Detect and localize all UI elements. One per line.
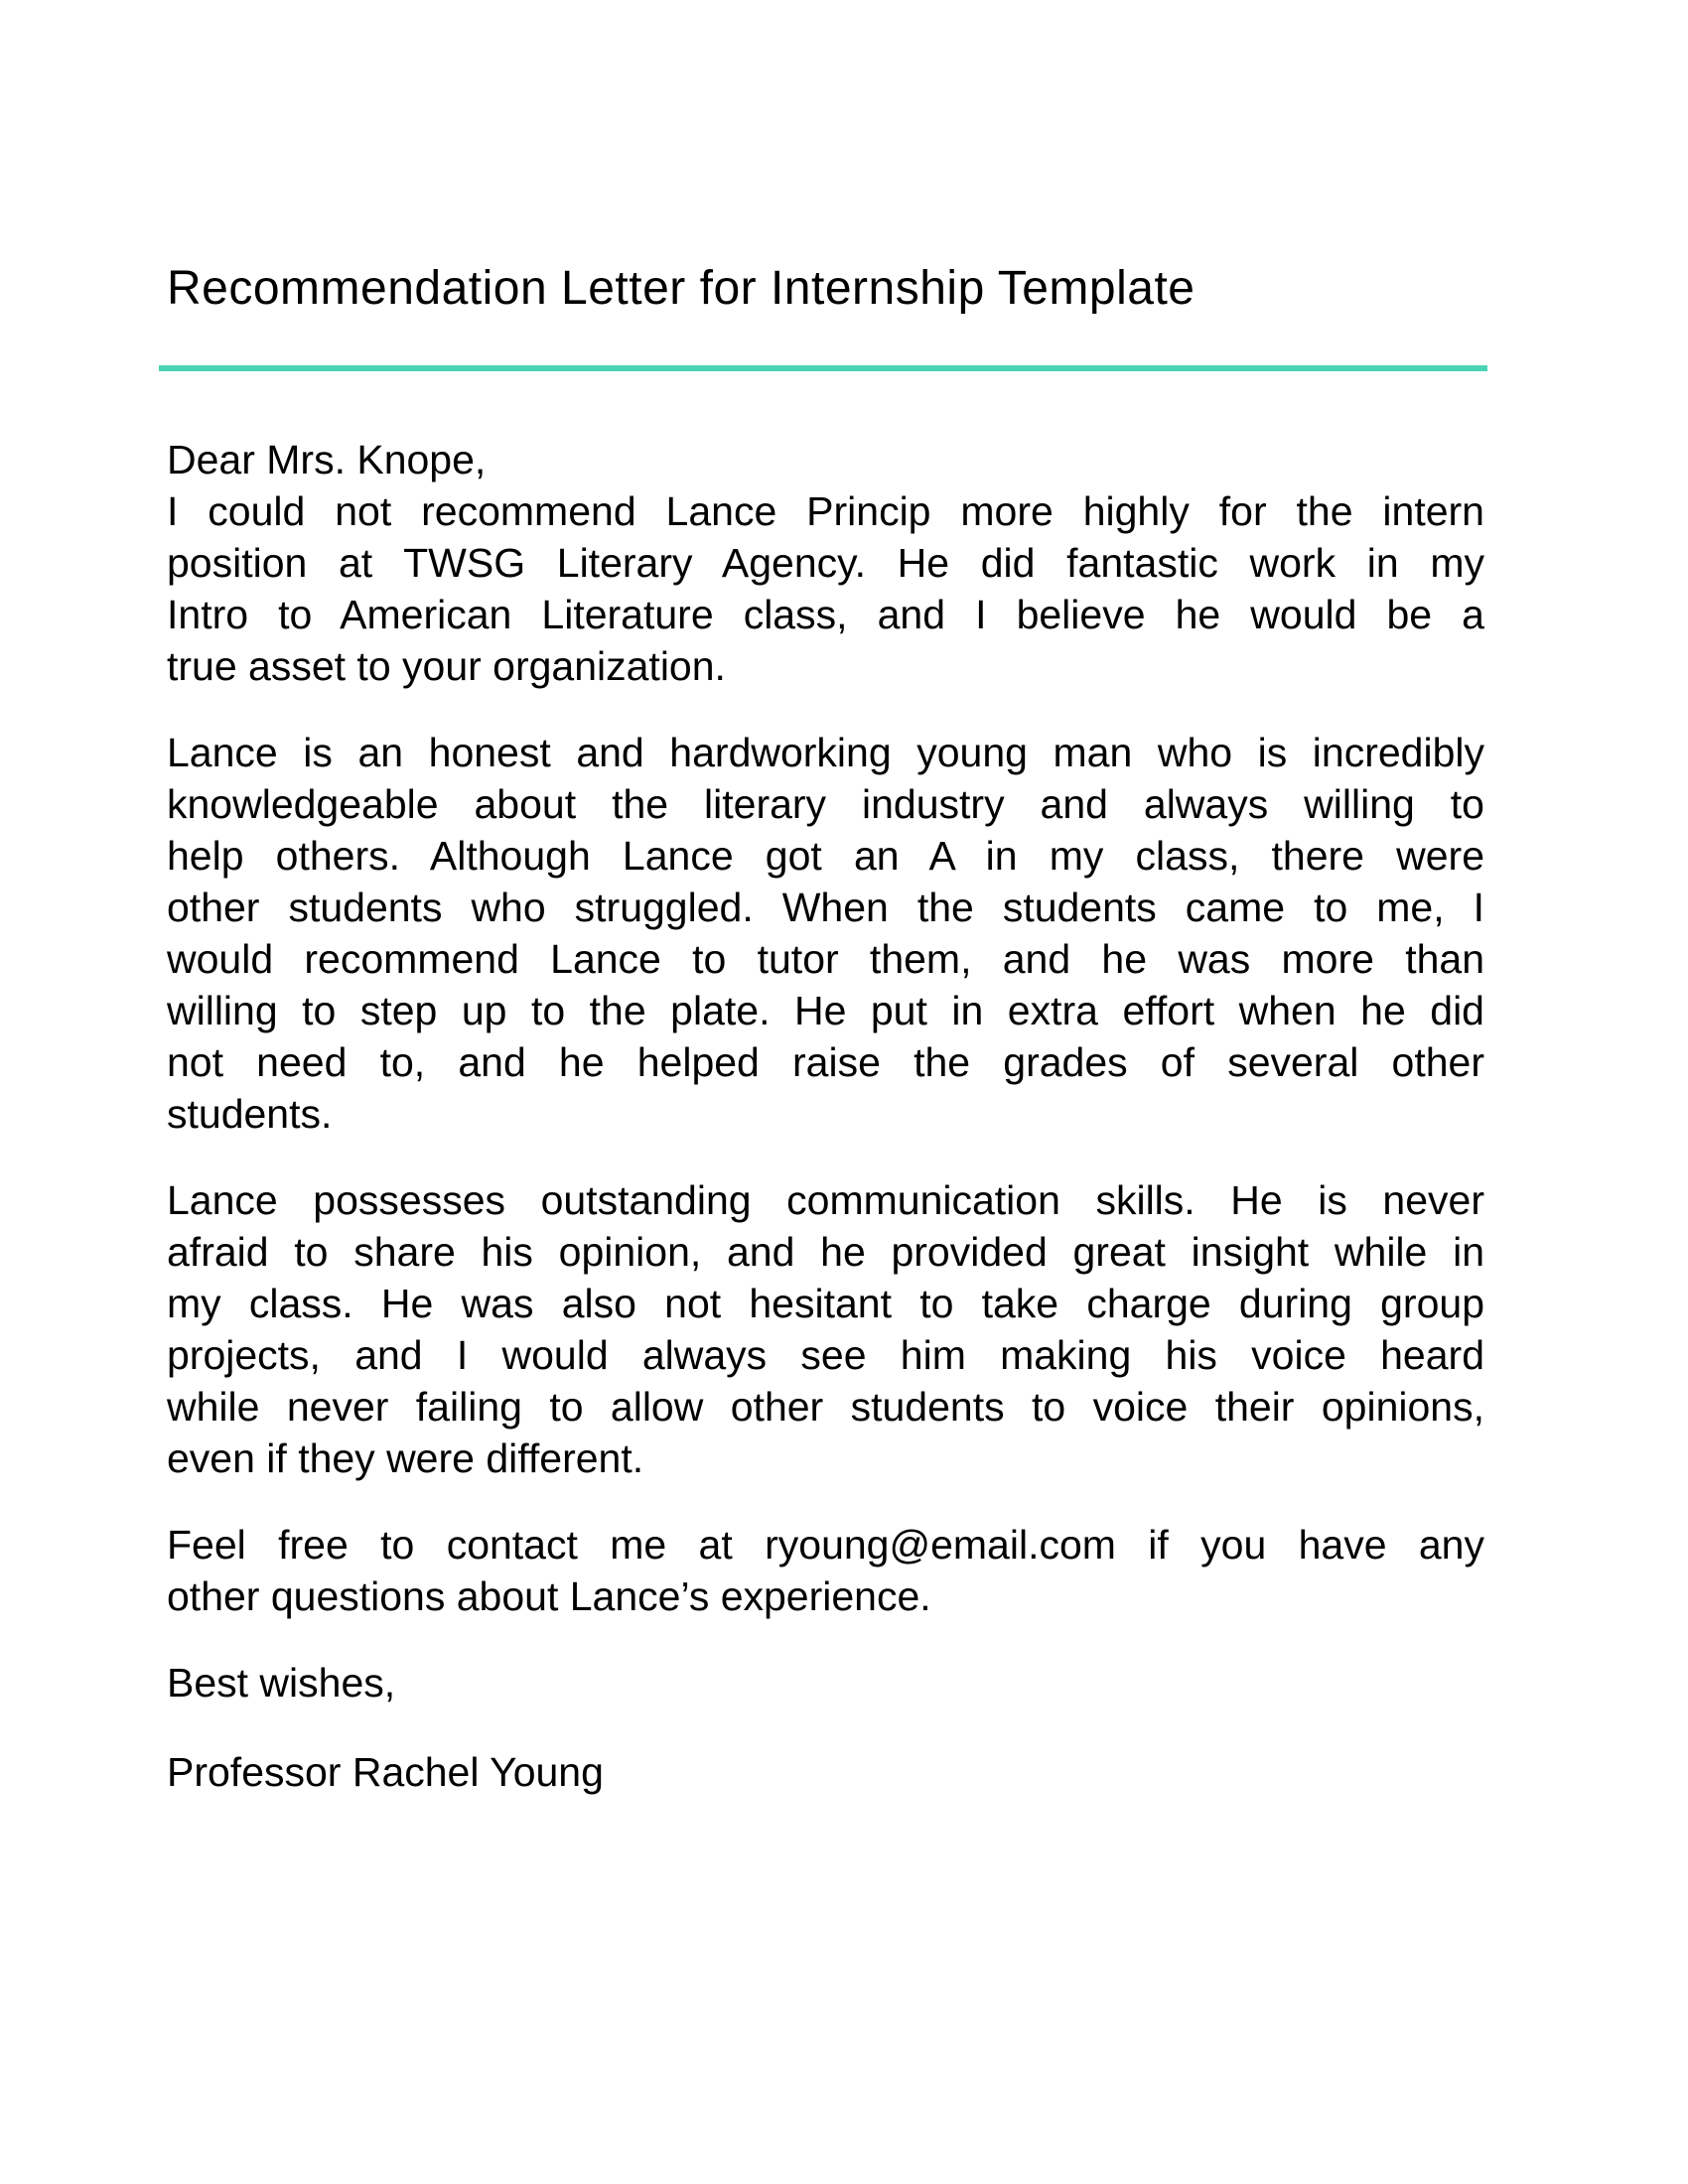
letter-line: even if they were different. — [167, 1435, 644, 1481]
letter-line: while never failing to allow other students to voice their opinions, — [167, 1384, 1484, 1430]
letter-line: position at TWSG Literary Agency. He did fantastic work in my — [167, 540, 1484, 586]
letter-line: other questions about Lance’s experience. — [167, 1573, 931, 1619]
paragraph — [167, 727, 1484, 1140]
letter-line: projects, and I would always see him making his voice heard — [167, 1332, 1484, 1378]
greeting-line: Dear Mrs. Knope, — [167, 437, 487, 482]
letter-line: knowledgeable about the literary industry and always willing to — [167, 781, 1484, 827]
letter-paragraphs — [167, 485, 1484, 1622]
letter-line: afraid to share his opinion, and he provided great insight while in — [167, 1229, 1484, 1275]
letter-line: Intro to American Literature class, and I believe he would be a — [167, 592, 1484, 637]
letter-line: Feel free to contact me at ryoung@email.com if you have any — [167, 1522, 1484, 1568]
letter-line: help others. Although Lance got an A in my class, there were — [167, 833, 1484, 879]
letter-line: not need to, and he helped raise the grades of several other — [167, 1039, 1484, 1085]
paragraph — [167, 1519, 1484, 1622]
title-divider — [159, 365, 1487, 371]
letter-line: I could not recommend Lance Princip more highly for the intern — [167, 488, 1484, 534]
document-title: Recommendation Letter for Internship Template — [167, 262, 1196, 315]
letter-line: Lance is an honest and hardworking young man who is incredibly — [167, 730, 1484, 775]
letter-body — [167, 434, 1484, 1798]
paragraph — [167, 485, 1484, 692]
letter-line: would recommend Lance to tutor them, and he was more than — [167, 936, 1484, 982]
letter-line: other students who struggled. When the students came to me, I — [167, 885, 1484, 930]
letter-line: my class. He was also not hesitant to take charge during group — [167, 1281, 1484, 1326]
letter-line: students. — [167, 1091, 333, 1137]
paragraph — [167, 1174, 1484, 1484]
letter-line: true asset to your organization. — [167, 643, 726, 689]
letter-line: Lance possesses outstanding communication skills. He is never — [167, 1177, 1484, 1223]
letter-line: willing to step up to the plate. He put in extra effort when he did — [167, 988, 1484, 1033]
signature-line: Professor Rachel Young — [167, 1749, 604, 1795]
signoff-line: Best wishes, — [167, 1660, 396, 1706]
